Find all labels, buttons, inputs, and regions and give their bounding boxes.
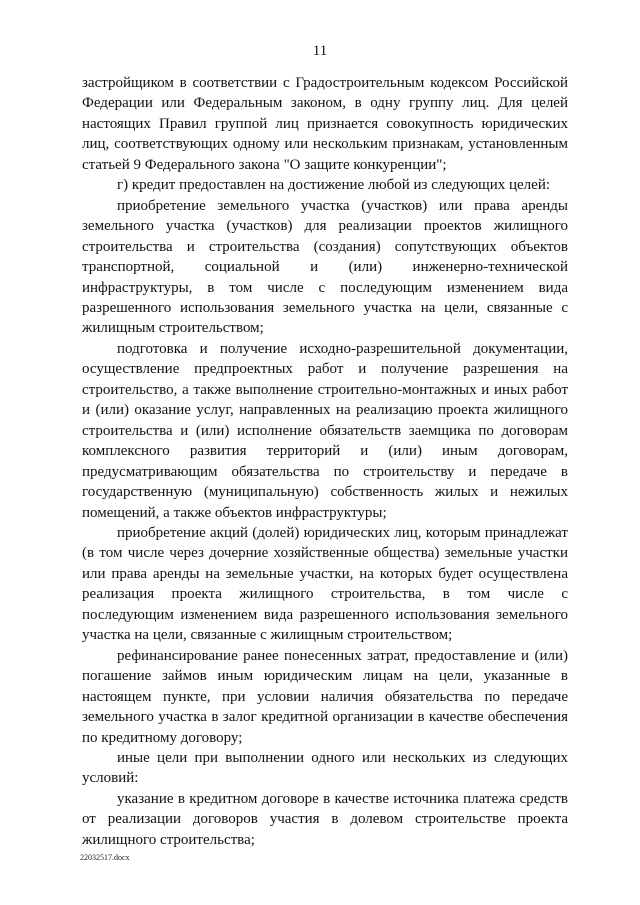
paragraph-land-acquisition: приобретение земельного участка (участков) или права аренды земельного участка (участков) для реализации проектов жилищного строительства и строительства (создания) сопутствующих объектов транспортной, социальной и (или) инженерно-технической инфраструктуры, в том числе с последующим изменением вида разрешенного использования земельного участка на цели, связанные с жилищным строительством; — [82, 197, 568, 337]
paragraph-payment-source: указание в кредитном договоре в качестве источника платежа средств от реализации договоров участия в долевом строительстве проекта жилищного строительства; — [82, 790, 568, 848]
paragraph-refinancing: рефинансирование ранее понесенных затрат, предоставление и (или) погашение займов иным юридическим лицам на цели, указанные в настоящем пункте, при условии наличия обязательства по передаче земельного участка в залог кредитной организации в качестве обеспечения по кредитному договору; — [82, 647, 568, 746]
paragraph-group-of-persons: застройщиком в соответствии с Градостроительным кодексом Российской Федерации или Федеральным законом, в одну группу лиц. Для целей настоящих Правил группой лиц признается совокупность юридических лиц, соответствующих одному или нескольким признакам, установленным статьей 9 Федерального закона "О защите конкуренции"; — [82, 75, 568, 173]
paragraph-other-purposes: иные цели при выполнении одного или нескольких из следующих условий: — [82, 749, 568, 787]
paragraph-item-g-credit-purposes: г) кредит предоставлен на достижение любой из следующих целей: — [117, 177, 551, 194]
paragraph-share-acquisition: приобретение акций (долей) юридических лиц, которым принадлежат (в том числе через дочерние хозяйственные общества) земельные участки или права аренды на земельные участки, на которых будет осуществлена реализация проекта жилищного строительства, в том числе с последующим изменением вида разрешенного использования земельного участка на цели, связанные с жилищным строительством; — [82, 524, 568, 644]
paragraph-permit-documentation: подготовка и получение исходно-разрешительной документации, осуществление предпроектных работ и получение разрешения на строительство, а также выполнение строительно-монтажных и иных работ и (или) оказание услуг, направленных на реализацию проекта жилищного строительства и (или) исполнение обязательств заемщика по договорам комплексного развития территорий и (или) иным договорам, предусматривающим обязательства по строительству и передаче в государственную (муниципальную) собственность жилых и нежилых помещений, а также объектов инфраструктуры; — [82, 340, 568, 521]
document-body — [82, 73, 568, 850]
footer-filename: 22032517.docx — [80, 853, 130, 862]
page-number: 11 — [312, 43, 328, 59]
